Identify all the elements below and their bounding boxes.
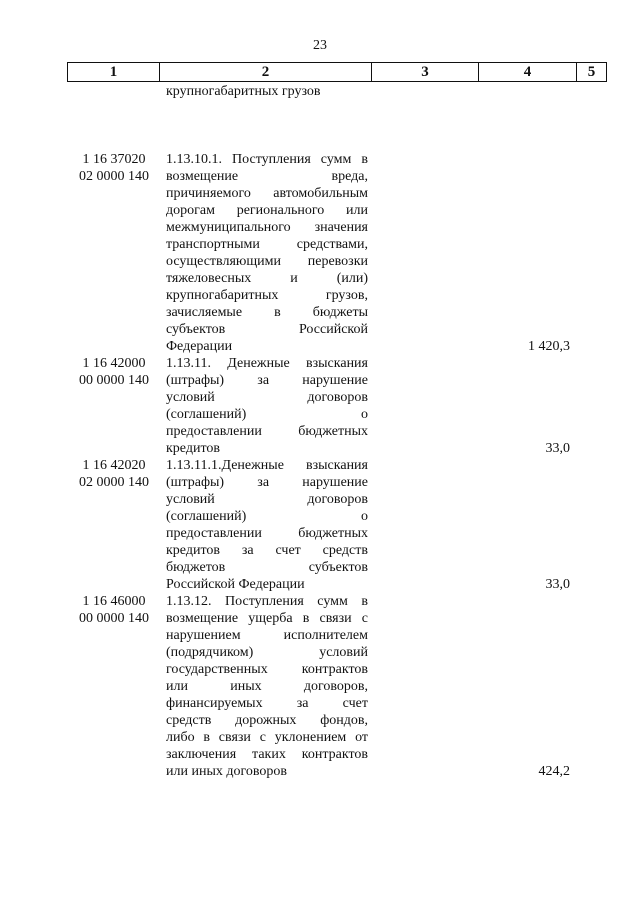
column-header-2: 2 xyxy=(160,63,372,82)
budget-code-line: 1 16 46000 xyxy=(82,594,146,609)
budget-code-line: 02 0000 140 xyxy=(79,169,149,184)
description-line: предоставлении бюджетных xyxy=(166,526,368,541)
row-amount: 1 420,3 xyxy=(528,339,570,354)
continued-description: крупногабаритных грузов xyxy=(166,84,321,99)
description-line: дорогам регионального или xyxy=(166,203,368,218)
description-line: субъектов Российской xyxy=(166,322,368,337)
column-header-table xyxy=(67,62,607,82)
description-line: межмуниципального значения xyxy=(166,220,368,235)
row-description xyxy=(166,593,368,780)
row-amount: 33,0 xyxy=(545,577,570,592)
description-line: (соглашений) о xyxy=(166,509,368,524)
description-line: крупногабаритных грузов, xyxy=(166,288,368,303)
budget-code xyxy=(70,457,158,491)
column-header-3: 3 xyxy=(372,63,479,82)
budget-code-line: 00 0000 140 xyxy=(79,373,149,388)
description-line: (штрафы) за нарушение xyxy=(166,475,368,490)
description-line: возмещение ущерба в связи с xyxy=(166,611,368,626)
column-header-5: 5 xyxy=(577,63,607,82)
description-line: предоставлении бюджетных xyxy=(166,424,368,439)
budget-code xyxy=(70,593,158,627)
description-line: условий договоров xyxy=(166,390,368,405)
description-line: Российской Федерации xyxy=(166,577,305,592)
row-description xyxy=(166,151,368,355)
budget-code-line: 02 0000 140 xyxy=(79,475,149,490)
budget-code-line: 1 16 37020 xyxy=(82,152,146,167)
description-line: (соглашений) о xyxy=(166,407,368,422)
description-line: тяжеловесных и (или) xyxy=(166,271,368,286)
description-line: либо в связи с уклонением от xyxy=(166,730,368,745)
budget-code xyxy=(70,151,158,185)
page-number: 23 xyxy=(313,38,327,53)
description-line: 1.13.11. Денежные взыскания xyxy=(166,356,368,371)
description-line: или иных договоров, xyxy=(166,679,368,694)
description-line: (штрафы) за нарушение xyxy=(166,373,368,388)
row-description xyxy=(166,355,368,457)
column-header-4: 4 xyxy=(479,63,577,82)
description-line: 1.13.12. Поступления сумм в xyxy=(166,594,368,609)
description-line: средств дорожных фондов, xyxy=(166,713,368,728)
row-amount: 33,0 xyxy=(545,441,570,456)
description-line: заключения таких контрактов xyxy=(166,747,368,762)
description-line: зачисляемые в бюджеты xyxy=(166,305,368,320)
description-line: возмещение вреда, xyxy=(166,169,368,184)
description-line: осуществляющими перевозки xyxy=(166,254,368,269)
description-line: условий договоров xyxy=(166,492,368,507)
description-line: государственных контрактов xyxy=(166,662,368,677)
column-header-1: 1 xyxy=(68,63,160,82)
row-description xyxy=(166,457,368,593)
description-line: 1.13.10.1. Поступления сумм в xyxy=(166,152,368,167)
description-line: финансируемых за счет xyxy=(166,696,368,711)
budget-code-line: 1 16 42020 xyxy=(82,458,146,473)
description-line: кредитов за счет средств xyxy=(166,543,368,558)
description-line: транспортными средствами, xyxy=(166,237,368,252)
description-line: нарушением исполнителем xyxy=(166,628,368,643)
budget-code-line: 1 16 42000 xyxy=(82,356,146,371)
description-line: или иных договоров xyxy=(166,764,288,779)
description-line: Федерации xyxy=(166,339,233,354)
description-line: (подрядчиком) условий xyxy=(166,645,368,660)
description-line: бюджетов субъектов xyxy=(166,560,368,575)
row-amount: 424,2 xyxy=(538,764,570,779)
description-line: кредитов xyxy=(166,441,220,456)
budget-code xyxy=(70,355,158,389)
description-line: причиняемого автомобильным xyxy=(166,186,368,201)
description-line: 1.13.11.1.Денежные взыскания xyxy=(166,458,368,473)
budget-code-line: 00 0000 140 xyxy=(79,611,149,626)
